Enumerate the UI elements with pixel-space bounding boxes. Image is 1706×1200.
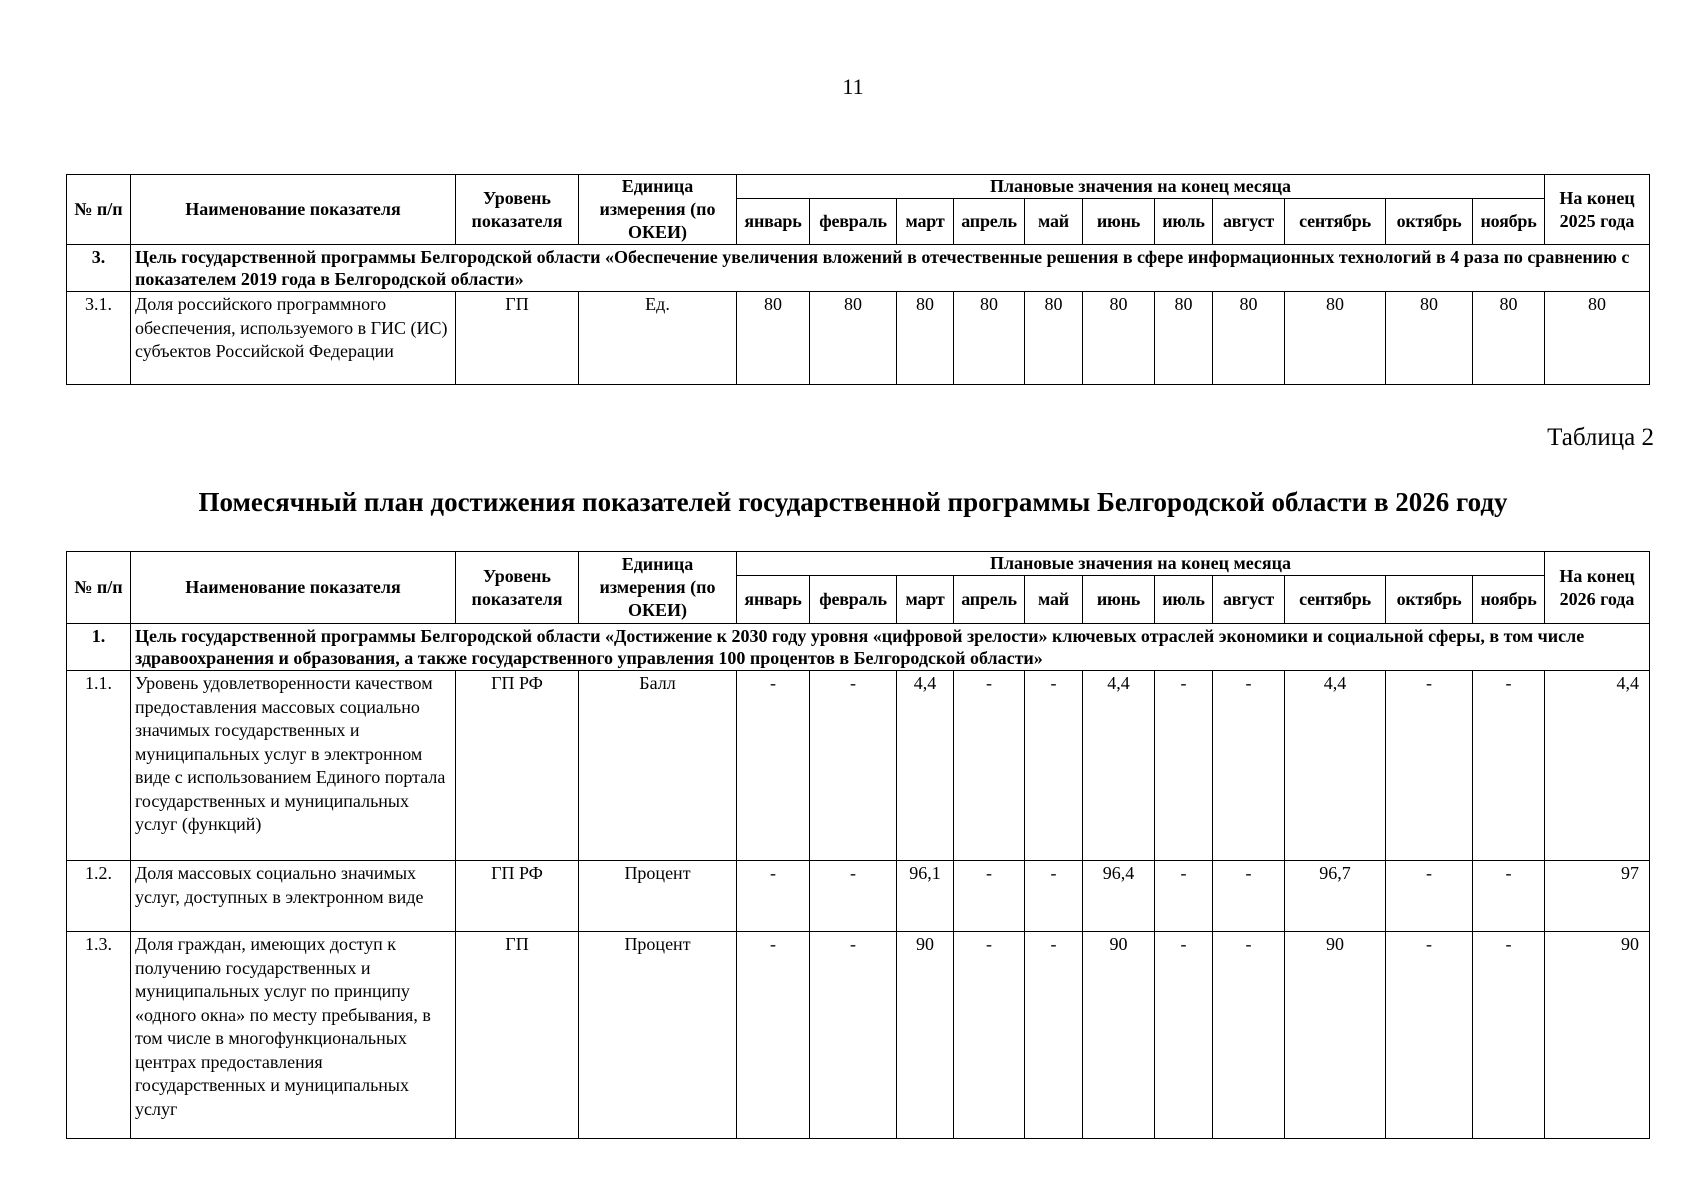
row-number: 3.1. [67, 292, 131, 385]
header-month: май [1025, 199, 1083, 245]
table-row [67, 671, 1650, 861]
month-value: - [954, 671, 1025, 861]
indicator-unit: Процент [579, 861, 737, 932]
header-level: Уровень показателя [456, 552, 579, 624]
month-value: 80 [1083, 292, 1155, 385]
month-value: 80 [1386, 292, 1473, 385]
header-month: июль [1155, 199, 1213, 245]
header-month: февраль [810, 199, 897, 245]
month-value: - [1213, 932, 1285, 1139]
month-value: - [737, 861, 810, 932]
month-value: - [1473, 671, 1545, 861]
month-value: - [1213, 861, 1285, 932]
indicator-level: ГП РФ [456, 671, 579, 861]
header-unit: Единица измерения (по ОКЕИ) [579, 552, 737, 624]
month-value: - [1025, 932, 1083, 1139]
month-value: - [1155, 861, 1213, 932]
header-planned: Плановые значения на конец месяца [737, 552, 1545, 576]
indicator-unit: Балл [579, 671, 737, 861]
header-month: октябрь [1386, 576, 1473, 624]
month-value: - [1155, 671, 1213, 861]
header-month: январь [737, 199, 810, 245]
document-heading: Помесячный план достижения показателей государственной программы Белгородской области в 2026 году [198, 487, 1508, 517]
header-month: июль [1155, 576, 1213, 624]
month-value: 80 [1155, 292, 1213, 385]
indicator-level: ГП [456, 292, 579, 385]
month-value: 80 [1213, 292, 1285, 385]
indicator-level: ГП [456, 932, 579, 1139]
header-month: май [1025, 576, 1083, 624]
month-value: 90 [897, 932, 954, 1139]
year-end-value: 80 [1545, 292, 1650, 385]
month-value: - [737, 932, 810, 1139]
row-number: 1.3. [67, 932, 131, 1139]
month-value: 80 [1285, 292, 1386, 385]
month-value: - [1386, 671, 1473, 861]
table-row [67, 861, 1650, 932]
month-value: 80 [1473, 292, 1545, 385]
month-value: 4,4 [897, 671, 954, 861]
month-value: 90 [1285, 932, 1386, 1139]
row-number: 1.2. [67, 861, 131, 932]
header-month: март [897, 576, 954, 624]
table-caption: Таблица 2 [1547, 424, 1654, 451]
indicator-name: Доля массовых социально значимых услуг, доступных в электронном виде [131, 861, 456, 932]
month-value: - [1213, 671, 1285, 861]
indicator-level: ГП РФ [456, 861, 579, 932]
goal-number: 3. [67, 245, 131, 292]
month-value: - [1386, 932, 1473, 1139]
page-number: 11 [842, 74, 864, 99]
header-level: Уровень показателя [456, 175, 579, 245]
month-value: - [1473, 932, 1545, 1139]
month-value: 96,4 [1083, 861, 1155, 932]
indicator-table-2026 [66, 551, 1650, 1139]
month-value: 80 [954, 292, 1025, 385]
month-value: 4,4 [1083, 671, 1155, 861]
table-row [67, 932, 1650, 1139]
month-value: 80 [810, 292, 897, 385]
month-value: - [954, 861, 1025, 932]
header-unit: Единица измерения (по ОКЕИ) [579, 175, 737, 245]
header-month: апрель [954, 576, 1025, 624]
header-month: март [897, 199, 954, 245]
month-value: - [810, 671, 897, 861]
month-value: - [954, 932, 1025, 1139]
month-value: - [737, 671, 810, 861]
month-value: 96,1 [897, 861, 954, 932]
header-month: ноябрь [1473, 576, 1545, 624]
header-month: февраль [810, 576, 897, 624]
month-value: - [1025, 861, 1083, 932]
month-value: - [1025, 671, 1083, 861]
header-month: август [1213, 576, 1285, 624]
goal-text: Цель государственной программы Белгородской области «Обеспечение увеличения вложений в отечественные решения в сфере информационных технологий в 4 раза по сравнению с показателем 2019 года в Белгородской области» [131, 245, 1650, 292]
header-name: Наименование показателя [131, 552, 456, 624]
header-month: сентябрь [1285, 199, 1386, 245]
header-month: январь [737, 576, 810, 624]
header-num: № п/п [67, 552, 131, 624]
indicator-unit: Ед. [579, 292, 737, 385]
month-value: 96,7 [1285, 861, 1386, 932]
year-end-value: 4,4 [1545, 671, 1650, 861]
header-name: Наименование показателя [131, 175, 456, 245]
month-value: 80 [1025, 292, 1083, 385]
month-value: 4,4 [1285, 671, 1386, 861]
header-month: август [1213, 199, 1285, 245]
month-value: 80 [897, 292, 954, 385]
goal-number: 1. [67, 624, 131, 671]
year-end-value: 90 [1545, 932, 1650, 1139]
header-end-year: На конец 2025 года [1545, 175, 1650, 245]
month-value: - [810, 932, 897, 1139]
header-month: ноябрь [1473, 199, 1545, 245]
goal-text: Цель государственной программы Белгородской области «Достижение к 2030 году уровня «цифровой зрелости» ключевых отраслей экономики и социальной сферы, в том числе здравоохранения и образования, а также государственного управления 100 процентов в Белгородской области» [131, 624, 1650, 671]
indicator-name: Уровень удовлетворенности качеством предоставления массовых социально значимых государственных и муниципальных услуг в электронном виде с использованием Единого портала государственных и муниципальных услуг (функций) [131, 671, 456, 861]
table-row [67, 292, 1650, 385]
month-value: - [1386, 861, 1473, 932]
row-number: 1.1. [67, 671, 131, 861]
header-planned: Плановые значения на конец месяца [737, 175, 1545, 199]
header-num: № п/п [67, 175, 131, 245]
month-value: - [810, 861, 897, 932]
month-value: - [1155, 932, 1213, 1139]
indicator-name: Доля граждан, имеющих доступ к получению государственных и муниципальных услуг по принципу «одного окна» по месту пребывания, в том числе в многофункциональных центрах предоставления государственных и муниципальных услуг [131, 932, 456, 1139]
header-month: июнь [1083, 199, 1155, 245]
header-month: апрель [954, 199, 1025, 245]
header-month: июнь [1083, 576, 1155, 624]
header-end-year: На конец 2026 года [1545, 552, 1650, 624]
indicator-table-2025 [66, 174, 1650, 385]
month-value: - [1473, 861, 1545, 932]
month-value: 90 [1083, 932, 1155, 1139]
header-month: сентябрь [1285, 576, 1386, 624]
year-end-value: 97 [1545, 861, 1650, 932]
indicator-unit: Процент [579, 932, 737, 1139]
month-value: 80 [737, 292, 810, 385]
indicator-name: Доля российского программного обеспечения, используемого в ГИС (ИС) субъектов Российской Федерации [131, 292, 456, 385]
header-month: октябрь [1386, 199, 1473, 245]
